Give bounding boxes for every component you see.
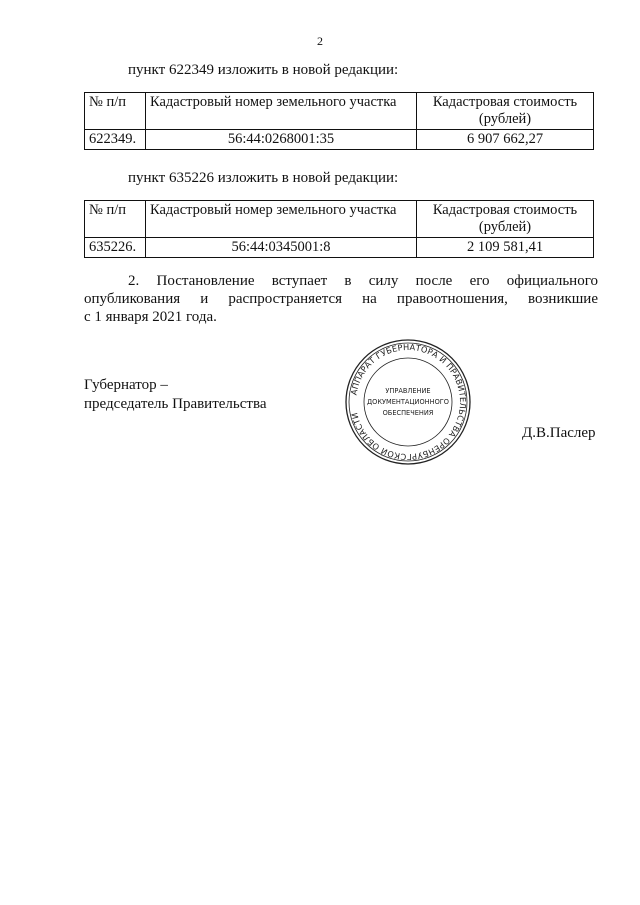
header-cadastral-number: Кадастровый номер земельного участка <box>146 93 417 130</box>
paragraph-line: с 1 января 2021 года. <box>84 309 217 325</box>
header-cadastral-value: Кадастровая стоимость (рублей) <box>417 93 594 130</box>
cell-number: 635226. <box>85 238 146 258</box>
seal-center-line: УПРАВЛЕНИЕ <box>385 387 431 395</box>
table-header-row <box>85 201 594 238</box>
amendment-intro-1: пункт 622349 изложить в новой редакции: <box>128 62 399 78</box>
cell-cadastral-number: 56:44:0345001:8 <box>146 238 417 258</box>
header-cadastral-value: Кадастровая стоимость (рублей) <box>417 201 594 238</box>
amendment-intro-2: пункт 635226 изложить в новой редакции: <box>128 170 399 186</box>
signatory-title <box>84 376 267 414</box>
effective-date-paragraph <box>84 272 598 326</box>
header-number: № п/п <box>85 93 146 130</box>
paragraph-line: опубликования и распространяется на правоотношения, возникшие <box>84 291 598 307</box>
page-number: 2 <box>317 34 323 48</box>
paragraph-line: 2. Постановление вступает в силу после его официального <box>128 273 598 289</box>
cadastral-table-2 <box>84 200 594 258</box>
header-number: № п/п <box>85 201 146 238</box>
table-header-row <box>85 93 594 130</box>
signatory-name: Д.В.Паслер <box>522 425 596 441</box>
official-seal <box>343 337 473 467</box>
seal-ring-text: АППАРАТ ГУБЕРНАТОРА И ПРАВИТЕЛЬСТВА ОРЕНБУРГСКОЙ ОБЛАСТИ <box>348 341 469 463</box>
cell-cadastral-number: 56:44:0268001:35 <box>146 130 417 150</box>
cell-cadastral-value: 2 109 581,41 <box>417 238 594 258</box>
cell-number: 622349. <box>85 130 146 150</box>
table-row <box>85 238 594 258</box>
cell-cadastral-value: 6 907 662,27 <box>417 130 594 150</box>
cadastral-table-1 <box>84 92 594 150</box>
seal-center-line: ОБЕСПЕЧЕНИЯ <box>382 409 434 417</box>
signatory-title-line: председатель Правительства <box>84 396 267 412</box>
signatory-title-line: Губернатор – <box>84 377 168 393</box>
seal-center-line: ДОКУМЕНТАЦИОННОГО <box>367 398 449 406</box>
header-cadastral-number: Кадастровый номер земельного участка <box>146 201 417 238</box>
table-row <box>85 130 594 150</box>
